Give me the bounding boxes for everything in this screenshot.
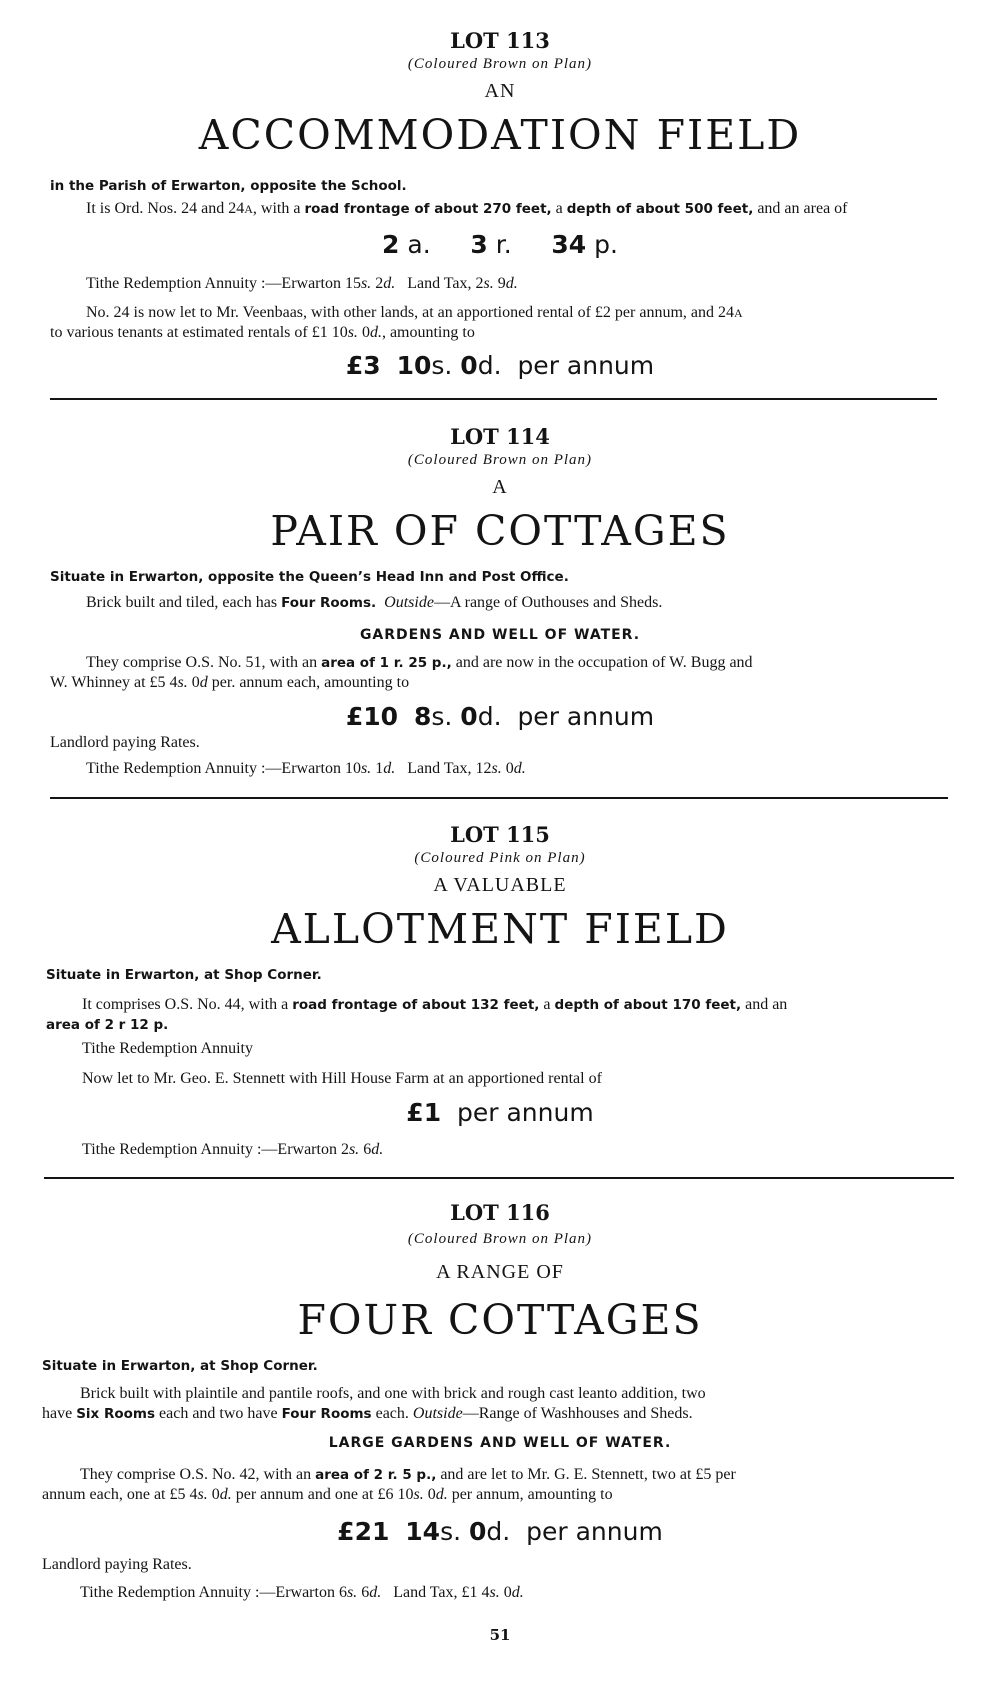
lot-113 — [0, 28, 1000, 160]
pre-title: A RANGE OF — [436, 1261, 564, 1283]
description: It comprises O.S. No. 44, with a road frontage of about 132 feet, a depth of about 170 feet, and an area of 2 r 12 p. — [46, 996, 788, 1033]
situation: Situate in Erwarton, at Shop Corner. — [42, 1358, 318, 1374]
pre-title: A — [492, 476, 508, 498]
letting-line: Now let to Mr. Geo. E. Stennett with Hill House Farm at an apportioned rental of — [82, 1070, 602, 1087]
landlord-note: Landlord paying Rates. — [42, 1556, 192, 1573]
situation: in the Parish of Erwarton, opposite the School. — [50, 178, 407, 194]
page-number: 51 — [489, 1626, 511, 1644]
rent-figure: £1 per annum — [406, 1098, 594, 1127]
lot-number: LOT 114 — [450, 424, 550, 449]
situation: Situate in Erwarton, opposite the Queen’s Head Inn and Post Office. — [50, 569, 569, 585]
tithe-plain: Tithe Redemption Annuity — [82, 1040, 253, 1057]
tithe-line: Tithe Redemption Annuity :—Erwarton 6s. 6d. Land Tax, £1 4s. 0d. — [80, 1584, 524, 1601]
lot-title: FOUR COTTAGES — [297, 1296, 703, 1344]
situation: Situate in Erwarton, at Shop Corner. — [46, 967, 322, 983]
plan-note: (Coloured Brown on Plan) — [407, 56, 593, 72]
description: Brick built with plaintile and pantile roofs, and one with brick and rough cast leanto addition, two have Six Rooms each and two have Four Rooms each. Outside—Range of Washhouses and Sheds. — [42, 1385, 706, 1422]
tithe-line: Tithe Redemption Annuity :—Erwarton 2s. 6d. — [82, 1141, 384, 1158]
lot-115 — [0, 822, 1000, 954]
lot-title: PAIR OF COTTAGES — [270, 507, 730, 555]
lot-116 — [0, 1200, 1000, 1345]
rent-figure: £3 10s. 0d. per annum — [345, 351, 655, 380]
tithe-line: Tithe Redemption Annuity :—Erwarton 10s. 1d. Land Tax, 12s. 0d. — [86, 760, 526, 777]
divider-rule — [44, 1177, 954, 1179]
lot-114 — [0, 424, 1000, 556]
area-figure: 2 a. 3 r. 34 p. — [382, 230, 618, 259]
description: It is Ord. Nos. 24 and 24A, with a road frontage of about 270 feet, a depth of about 500 feet, and an area of — [86, 200, 848, 217]
pre-title: AN — [484, 80, 516, 102]
tithe-line: Tithe Redemption Annuity :—Erwarton 15s. 2d. Land Tax, 2s. 9d. — [86, 275, 518, 292]
description: Brick built and tiled, each has Four Rooms. Outside—A range of Outhouses and Sheds. — [86, 594, 663, 611]
letting-paragraph: No. 24 is now let to Mr. Veenbaas, with other lands, at an apportioned rental of £2 per annum, and 24A to various tenants at estimated rentals of £1 10s. 0d., amounting to — [50, 304, 743, 341]
lot-number: LOT 113 — [450, 28, 550, 53]
occupation-paragraph: They comprise O.S. No. 42, with an area of 2 r. 5 p., and are let to Mr. G. E. Stennett, two at £5 per annum each, one at £5 4s. 0d. per annum and one at £6 10s. 0d. per annum, amounting to — [42, 1466, 736, 1503]
rent-figure: £10 8s. 0d. per annum — [345, 702, 655, 731]
landlord-note: Landlord paying Rates. — [50, 734, 200, 751]
divider-rule — [50, 398, 937, 400]
occupation-paragraph: They comprise O.S. No. 51, with an area of 1 r. 25 p., and are now in the occupation of W. Bugg and W. Whinney at £5 4s. 0d per. annum each, amounting to — [50, 654, 753, 691]
lot-number: LOT 115 — [450, 822, 550, 847]
plan-note: (Coloured Brown on Plan) — [407, 452, 593, 468]
divider-rule — [50, 797, 948, 799]
plan-note: (Coloured Brown on Plan) — [407, 1231, 593, 1247]
lot-number: LOT 116 — [450, 1200, 550, 1225]
gardens-heading: GARDENS AND WELL OF WATER. — [359, 627, 641, 643]
lot-title: ACCOMMODATION FIELD — [198, 111, 802, 159]
plan-note: (Coloured Pink on Plan) — [414, 850, 586, 866]
rent-figure: £21 14s. 0d. per annum — [337, 1517, 663, 1546]
lot-title: ALLOTMENT FIELD — [271, 905, 729, 953]
gardens-heading: LARGE GARDENS AND WELL OF WATER. — [328, 1435, 672, 1451]
pre-title: A VALUABLE — [433, 874, 567, 896]
